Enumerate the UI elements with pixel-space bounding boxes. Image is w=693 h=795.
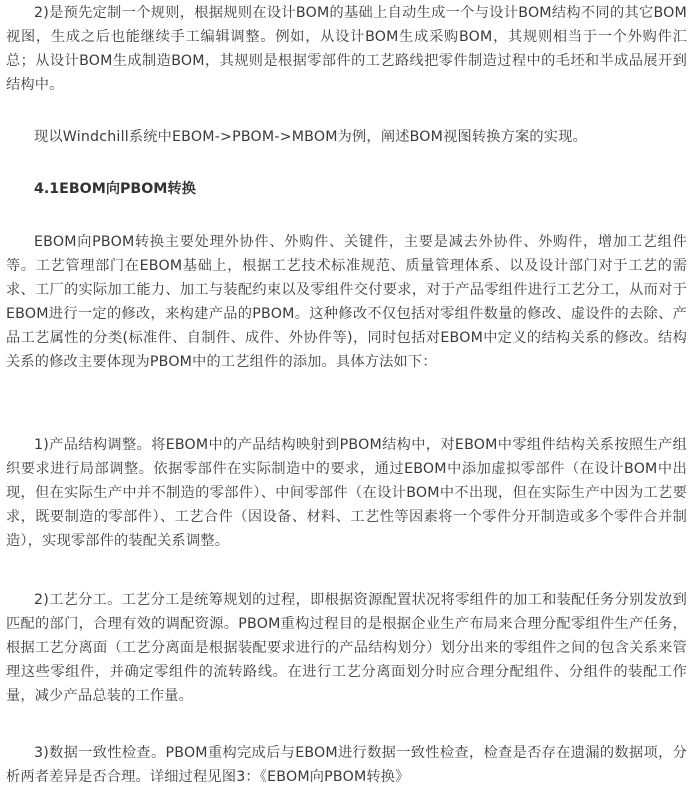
paragraph-step-structure-adjustment: 1)产品结构调整。将EBOM中的产品结构映射到PBOM结构中，对EBOM中零组件结构关系按照生产组织要求进行局部调整。依据零部件在实际制造中的要求，通过EBOM中添加虚拟零部件（在设计BOM中出现，但在实际生产中并不制造的零部件）、中间零部件（在设计BOM中不出现，但在实际生产中因为工艺要求，既要制造的零部件）、工艺合件（因设备、材料、工艺性等因素将一个零件分开制造或多个零件合并制造），实现零部件的装配关系调整。 — [6, 437, 687, 549]
paragraph-intro: 现以Windchill系统中EBOM->PBOM->MBOM为例，阐述BOM视图转换方案的实现。 — [34, 129, 587, 145]
section-heading: 4.1EBOM向PBOM转换 — [34, 181, 196, 197]
paragraph-step-consistency-check: 3)数据一致性检查。PBOM重构完成后与EBOM进行数据一致性检查，检查是否存在遗漏的数据项，分析两者差异是否合理。详细过程见图3：《EBOM向PBOM转换》 — [6, 745, 687, 785]
paragraph-step-process-division: 2)工艺分工。工艺分工是统筹规划的过程，即根据资源配置状况将零组件的加工和装配任务分别发放到匹配的部门，合理有效的调配资源。PBOM重构过程目的是根据企业生产布局来合理分配零组件生产任务，根据工艺分离面（工艺分离面是根据装配要求进行的产品结构划分）划分出来的零组件之间的包含关系来管理这些零组件，并确定零组件的流转路线。在进行工艺分离面划分时应合理分配组件、分组件的装配工作量，减少产品总装的工作量。 — [6, 592, 687, 704]
paragraph-ebom-to-pbom: EBOM向PBOM转换主要处理外协件、外购件、关键件，主要是减去外协件、外购件，增加工艺组件等。工艺管理部门在EBOM基础上，根据工艺技术标准规范、质量管理体系、以及设计部门对于工艺的需求、工厂的实际加工能力、加工与装配约束以及零组件交付要求，对于产品零组件进行工艺分工，从而对于EBOM进行一定的修改，来构建产品的PBOM。这种修改不仅包括对零组件数量的修改、虚设件的去除、产品工艺属性的分类(标准件、自制件、成件、外协件等)，同时包括对EBOM中定义的结构关系的修改。结构关系的修改主要体现为PBOM中的工艺组件的添加。具体方法如下： — [6, 234, 687, 370]
paragraph-rule-based-conversion: 2)是预先定制一个规则，根据规则在设计BOM的基础上自动生成一个与设计BOM结构不同的其它BOM视图，生成之后也能继续手工编辑调整。例如，从设计BOM生成采购BOM，其规则相当于一个外购件汇总；从设计BOM生成制造BOM，其规则是根据零部件的工艺路线把零件制造过程中的毛坯和半成品展开到结构中。 — [6, 5, 687, 93]
